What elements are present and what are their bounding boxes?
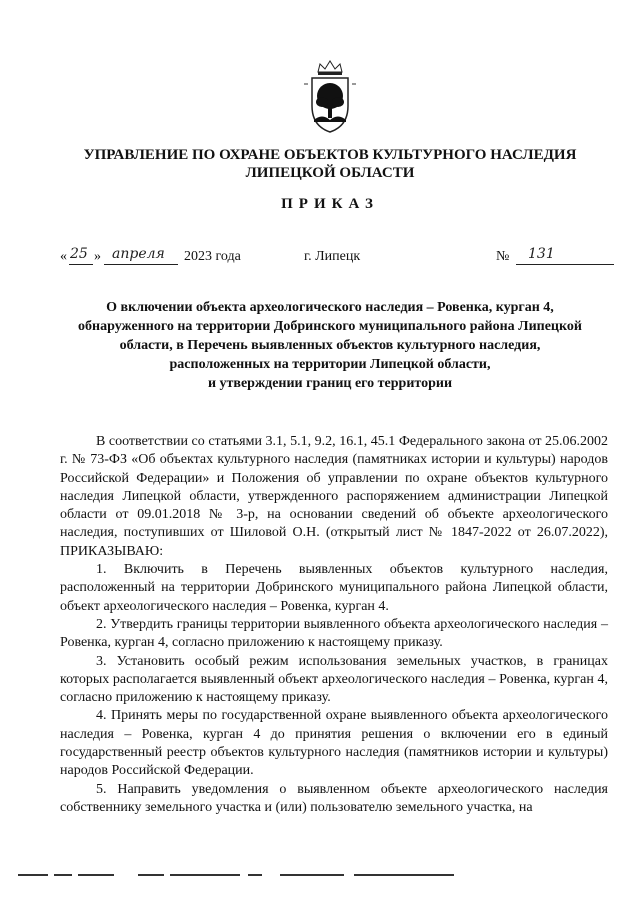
city: г. Липецк [304,249,361,264]
title-line: расположенных на территории Липецкой области, [169,357,491,372]
title-line: обнаруженного на территории Добринского муниципального района Липецкой [78,319,582,334]
clause-4: 4. Принять меры по государственной охране выявленного объекта археологического наследия – Ровенка, курган 4 до принятия решения о включении его в единый государственный реестр объектов культурного наследия (памятников истории и культуры) народов Российской Федерации. [60,708,608,779]
order-body [60,433,608,817]
number-underline [516,264,614,265]
date-year: 2023 года [184,249,241,264]
document-type: ПРИКАЗ [281,196,379,212]
title-line: области, в Перечень выявленных объектов культурного наследия, [119,338,541,353]
organization-name [40,146,620,182]
order-number: 131 [528,246,555,262]
clause-5: 5. Направить уведомления о выявленном объекте археологического наследия собственнику земельного участка и (или) пользователю земельного участка, на [60,781,608,815]
date-day: 25 [70,246,88,262]
close-quote: » [94,249,101,264]
clause-1: 1. Включить в Перечень выявленных объектов культурного наследия, расположенный на территории Добринского муниципального района Липецкой области, объект археологического наследия – Ровенка, курган 4. [60,562,608,614]
title-line: О включении объекта археологического наследия – Ровенка, курган 4, [106,300,554,315]
preamble-paragraph: В соответствии со статьями 3.1, 5.1, 9.2, 16.1, 45.1 Федерального закона от 25.06.2002 г. № 73-ФЗ «Об объектах культурного наследия (памятниках истории и культуры) народов Российской Федерации» и Положения об управлении по охране объектов культурного наследия Липецкой области, утвержденного распоряжением администрации Липецкой области от 09.01.2018 № 3-р, на основании сведений об объекте археологического наследия, поступивших от Шиловой О.Н. (открытый лист № 1847-2022 от 26.07.2022), ПРИКАЗЫВАЮ: [60,434,608,559]
number-label: № [496,249,510,264]
title-line: и утверждении границ его территории [207,376,453,391]
open-quote: « [60,249,67,264]
order-title [60,298,600,393]
lipetsk-coat-of-arms-icon [300,58,360,136]
org-line-1: УПРАВЛЕНИЕ ПО ОХРАНЕ ОБЪЕКТОВ КУЛЬТУРНОГО НАСЛЕДИЯ [83,147,577,163]
clause-2: 2. Утвердить границы территории выявленного объекта археологического наследия – Ровенка, курган 4, согласно приложению к настоящему приказу. [60,616,608,651]
day-underline [69,264,93,265]
org-line-2: ЛИПЕЦКОЙ ОБЛАСТИ [245,165,415,181]
clause-3: 3. Установить особый режим использования земельных участков, в границах которых располагается выявленный объект археологического наследия – Ровенка, курган 4, согласно приложению к настоящему приказу. [60,653,608,706]
month-underline [104,264,178,265]
date-month: апреля [112,246,165,262]
